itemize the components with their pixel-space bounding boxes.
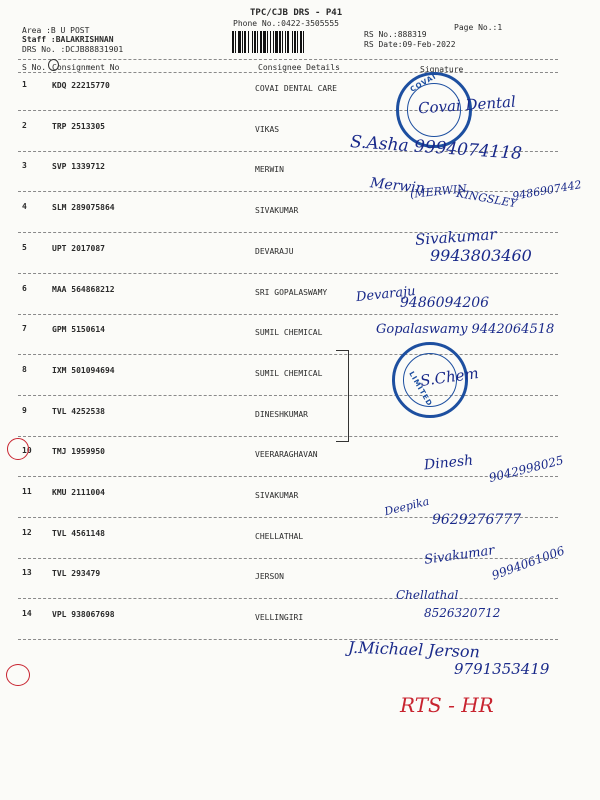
row-divider — [18, 314, 558, 315]
barcode-bar — [270, 31, 271, 53]
row-divider — [18, 639, 558, 640]
row-consignment-no: GPM 5150614 — [52, 325, 105, 334]
handwritten-phone: 9486094206 — [400, 295, 490, 311]
row-consignment-no: TRP 2513305 — [52, 122, 105, 131]
handwritten-phone: 9791353419 — [454, 660, 550, 678]
barcode-bar — [238, 31, 241, 53]
row-consignment-no: TVL 4252538 — [52, 407, 105, 416]
sheet-title: TPC/CJB DRS - P41 — [250, 8, 343, 18]
barcode-bar — [257, 31, 258, 53]
row-sno: 8 — [22, 365, 27, 374]
rs-number: RS No.:888319 — [364, 30, 427, 39]
row-sno: 7 — [22, 324, 27, 333]
handwritten-signature: J.Michael Jerson — [347, 637, 481, 662]
row-consignee: SUMIL CHEMICAL — [255, 369, 323, 378]
barcode-bar — [279, 31, 281, 53]
row-sno: 2 — [22, 121, 27, 130]
barcode-bar — [292, 31, 293, 53]
barcode-bar — [297, 31, 298, 53]
row-sno: 1 — [22, 80, 27, 89]
phone-number: Phone No.:0422-3505555 — [233, 19, 339, 28]
barcode-bar — [267, 31, 268, 53]
row-consignment-no: KMU 2111004 — [52, 488, 105, 497]
handwritten-rts-note: RTS - HR — [400, 693, 494, 717]
handwritten-phone: 9486907442 — [511, 178, 583, 203]
handwritten-phone: 8526320712 — [424, 606, 501, 620]
pen-circle-mark — [48, 59, 59, 71]
row-consignment-no: SVP 1339712 — [52, 162, 105, 171]
handwritten-signature: Gopalaswamy 9442064518 — [376, 322, 555, 337]
row-divider — [18, 354, 558, 355]
handwritten-signature: Merwin — [369, 175, 426, 197]
row-sno: 4 — [22, 202, 27, 211]
row-consignee: VELLINGIRI — [255, 613, 304, 622]
handwritten-signature: S.Asha 9994074118 — [349, 132, 523, 164]
row-consignment-no: TMJ 1959950 — [52, 447, 105, 456]
barcode-bar — [242, 31, 243, 53]
row-consignment-no: IXM 501094694 — [52, 366, 115, 375]
bracket-mark — [336, 350, 349, 442]
staff-label — [22, 35, 114, 44]
row-sno: 12 — [22, 528, 32, 537]
handwritten-note: KINGSLEY — [455, 186, 518, 211]
barcode-bar — [254, 31, 256, 53]
row-sno: 13 — [22, 568, 32, 577]
row-consignee: VEERARAGHAVAN — [255, 450, 318, 459]
handwritten-signature: Deepika — [383, 494, 431, 519]
row-consignment-no: MAA 564868212 — [52, 285, 115, 294]
red-circle-mark — [6, 664, 30, 686]
barcode — [230, 31, 354, 53]
handwritten-phone: 9943803460 — [430, 246, 532, 265]
barcode-bar — [244, 31, 246, 53]
barcode-bar — [260, 31, 262, 53]
row-consignment-no: SLM 289075864 — [52, 203, 115, 212]
row-sno: 14 — [22, 609, 32, 618]
page-number: Page No.:1 — [454, 23, 503, 32]
barcode-bar — [300, 31, 302, 53]
row-consignee: CHELLATHAL — [255, 532, 304, 541]
drs-number: DRS No. :DCJB88831901 — [22, 45, 124, 54]
row-consignee: DEVARAJU — [255, 247, 294, 256]
row-consignee: VIKAS — [255, 125, 280, 134]
handwritten-signature: Chellathal — [396, 588, 459, 602]
barcode-bar — [285, 31, 286, 53]
handwritten-signature: Dinesh — [423, 452, 474, 474]
row-consignee: DINESHKUMAR — [255, 410, 308, 419]
row-consignee: SUMIL CHEMICAL — [255, 328, 323, 337]
row-sno: 3 — [22, 161, 27, 170]
handwritten-signature: Sivakumar — [414, 225, 498, 249]
staff-prefix: Staff : — [22, 35, 56, 44]
row-consignee: MERWIN — [255, 165, 284, 174]
barcode-bar — [235, 31, 236, 53]
barcode-bar — [263, 31, 266, 53]
handwritten-note: (MERWIN — [409, 182, 468, 201]
column-signature: Signature — [420, 65, 464, 74]
handwritten-phone: 9042998025 — [487, 452, 565, 486]
barcode-bar — [282, 31, 283, 53]
barcode-bar — [232, 31, 234, 53]
red-circle-mark — [7, 438, 29, 460]
row-consignee: SIVAKUMAR — [255, 491, 299, 500]
row-divider — [18, 395, 558, 396]
barcode-bar — [294, 31, 296, 53]
row-consignment-no: UPT 2017087 — [52, 244, 105, 253]
row-sno: 9 — [22, 406, 27, 415]
row-consignee: JERSON — [255, 572, 284, 581]
handwritten-signature: Covai Dental — [417, 92, 517, 118]
barcode-bar — [252, 31, 253, 53]
seal-text: LIMITED — [407, 370, 434, 408]
row-divider — [18, 436, 558, 437]
row-consignment-no: TVL 4561148 — [52, 529, 105, 538]
row-consignment-no: TVL 293479 — [52, 569, 101, 578]
area-label: Area :B U POST — [22, 26, 90, 35]
column-consignment: Consignment No — [52, 63, 120, 72]
row-consignee: SIVAKUMAR — [255, 206, 299, 215]
handwritten-phone: 9994061006 — [489, 543, 567, 583]
handwritten-signature: S.Chem — [419, 363, 480, 391]
row-sno: 6 — [22, 284, 27, 293]
row-divider — [18, 598, 558, 599]
row-consignee: COVAI DENTAL CARE — [255, 84, 337, 93]
row-consignment-no: KDQ 22215770 — [52, 81, 110, 90]
seal-text: COVAI — [408, 72, 438, 94]
row-sno: 11 — [22, 487, 32, 496]
barcode-bar — [287, 31, 289, 53]
barcode-bar — [248, 31, 249, 53]
row-divider — [18, 273, 558, 274]
header-rule-top — [18, 59, 558, 60]
handwritten-phone: 9629276777 — [432, 512, 522, 528]
row-sno: 5 — [22, 243, 27, 252]
row-sno: 10 — [22, 446, 32, 455]
header-rule-bottom — [18, 72, 558, 73]
barcode-bar — [275, 31, 278, 53]
row-consignee: SRI GOPALASWAMY — [255, 288, 328, 297]
row-divider — [18, 476, 558, 477]
handwritten-signature: Devaraju — [355, 283, 417, 306]
staff-name: BALAKRISHNAN — [55, 35, 114, 44]
barcode-bar — [273, 31, 274, 53]
handwritten-signature: Sivakumar — [423, 543, 496, 568]
row-consignment-no: VPL 938067698 — [52, 610, 115, 619]
rs-date: RS Date:09-Feb-2022 — [364, 40, 456, 49]
barcode-bar — [303, 31, 304, 53]
column-consignee: Consignee Details — [258, 63, 340, 72]
column-sno: S No. — [22, 63, 47, 72]
